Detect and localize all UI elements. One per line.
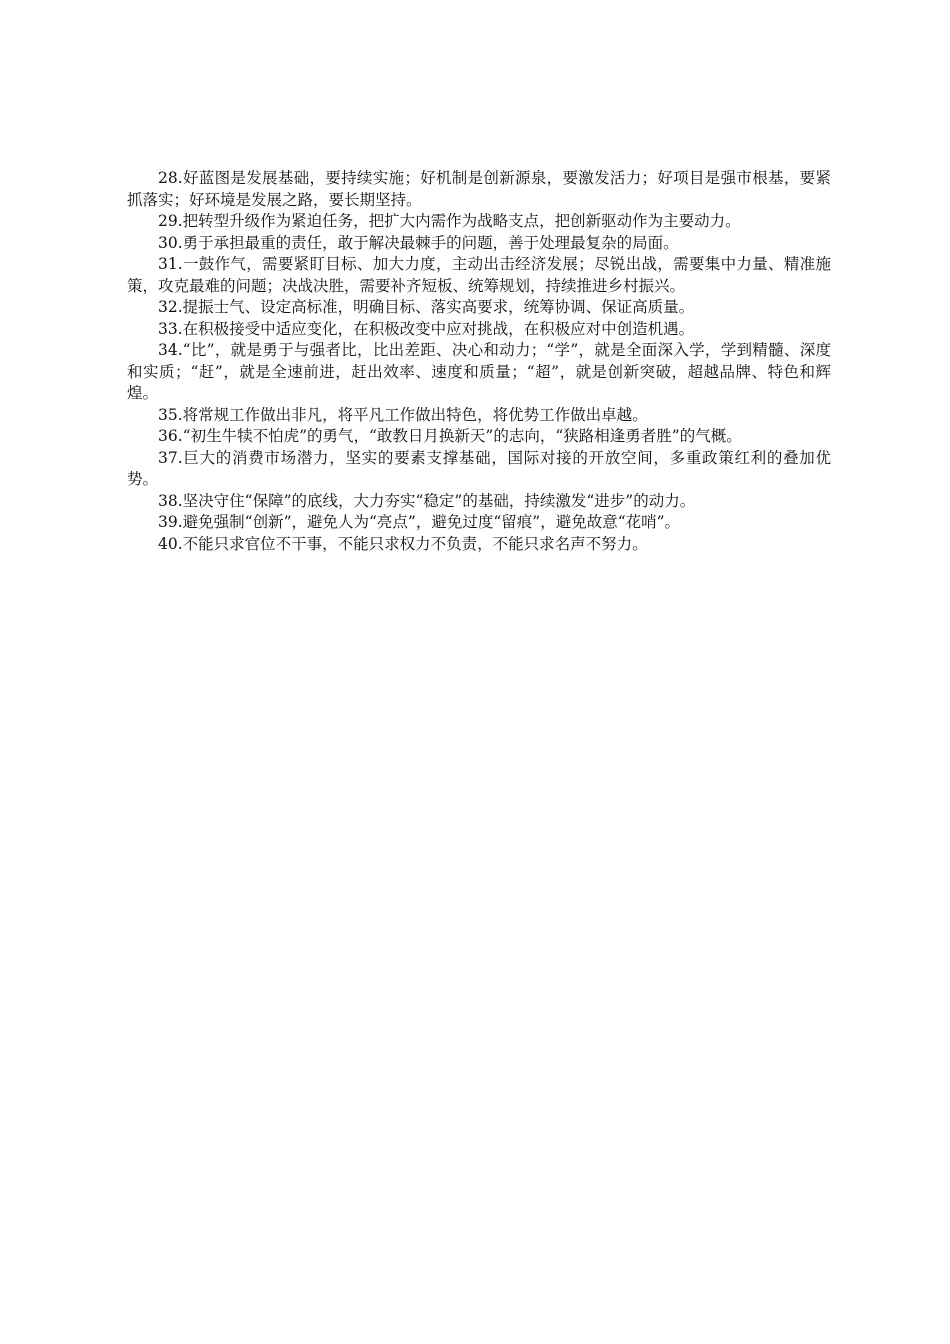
paragraph-37: 37.巨大的消费市场潜力，坚实的要素支撑基础，国际对接的开放空间，多重政策红利的叠加优势。 [127,448,831,488]
paragraph-33: 33.在积极接受中适应变化，在积极改变中应对挑战，在积极应对中创造机遇。 [158,319,695,338]
paragraph-40: 40.不能只求官位不干事，不能只求权力不负责，不能只求名声不努力。 [158,534,648,553]
document-body [127,168,831,555]
paragraph-35: 35.将常规工作做出非凡，将平凡工作做出特色，将优势工作做出卓越。 [158,405,648,424]
paragraph-34: 34.“比”，就是勇于与强者比，比出差距、决心和动力；“学”，就是全面深入学，学到精髓、深度和实质；“赶”，就是全速前进，赶出效率、速度和质量；“超”，就是创新突破，超越品牌、特色和辉煌。 [127,341,831,402]
paragraph-29: 29.把转型升级作为紧迫任务，把扩大内需作为战略支点，把创新驱动作为主要动力。 [158,212,741,230]
paragraph-32: 32.提振士气、设定高标准，明确目标、落实高要求，统筹协调、保证高质量。 [158,298,695,316]
paragraph-36: 36.“初生牛犊不怕虎”的勇气，“敢教日月换新天”的志向，“狭路相逢勇者胜”的气概。 [158,427,742,445]
paragraph-30: 30.勇于承担最重的责任，敢于解决最棘手的问题，善于处理最复杂的局面。 [158,233,679,252]
paragraph-39: 39.避免强制“创新”，避免人为“亮点”，避免过度“留痕”，避免故意“花哨”。 [158,513,681,531]
paragraph-38: 38.坚决守住“保障”的底线，大力夯实“稳定”的基础，持续激发“进步”的动力。 [158,491,696,510]
paragraph-28: 28.好蓝图是发展基础，要持续实施；好机制是创新源泉，要激发活力；好项目是强市根基，要紧抓落实；好环境是发展之路，要长期坚持。 [127,169,831,209]
paragraph-31: 31.一鼓作气，需要紧盯目标、加大力度，主动出击经济发展；尽锐出战，需要集中力量、精准施策，攻克最难的问题；决战决胜，需要补齐短板、统筹规划，持续推进乡村振兴。 [127,255,831,295]
